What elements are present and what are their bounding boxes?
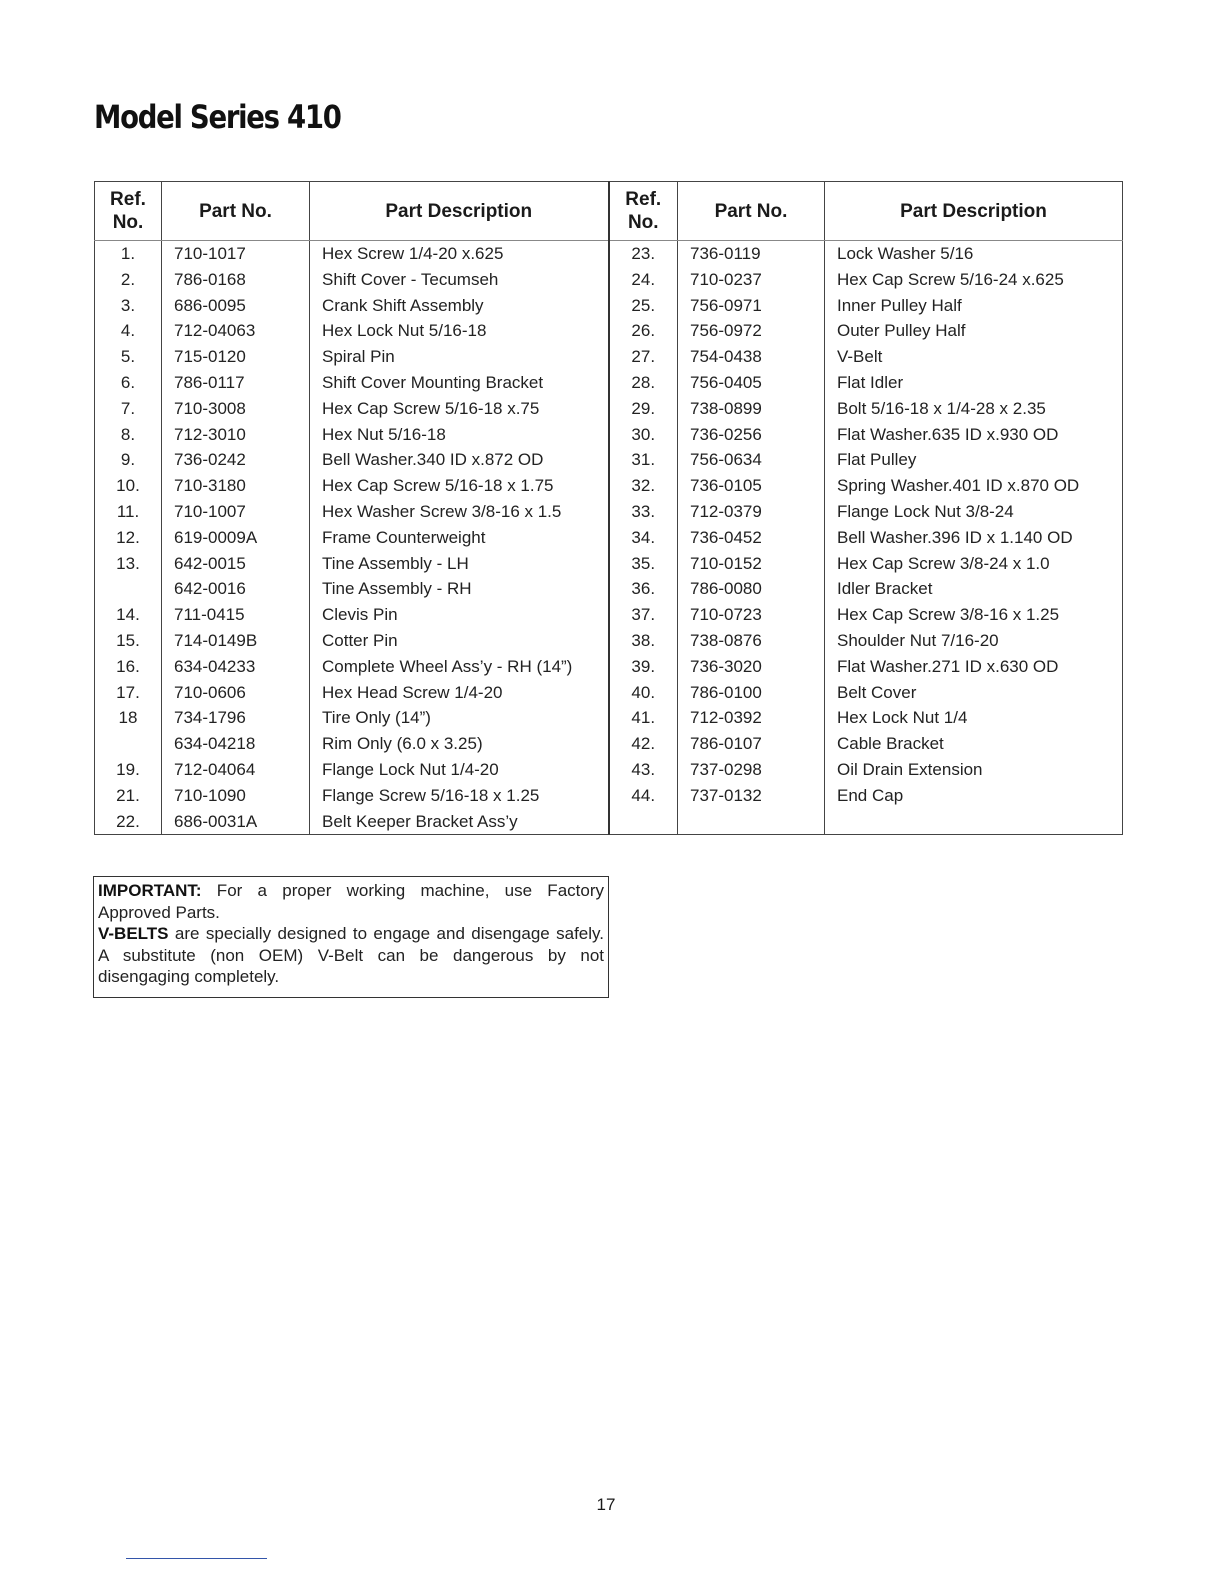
part-description-cell: V-Belt	[825, 344, 1123, 370]
part-no-cell: 736-0105	[678, 473, 825, 499]
part-description-header: Part Description	[310, 182, 609, 241]
important-note	[93, 876, 609, 998]
parts-table	[94, 181, 1123, 835]
table-row	[95, 757, 1123, 783]
table-row	[95, 241, 1123, 267]
table-row	[95, 473, 1123, 499]
part-no-cell	[678, 809, 825, 835]
part-no-cell: 642-0016	[162, 576, 310, 602]
part-description-cell: Hex Cap Screw 3/8-24 x 1.0	[825, 551, 1123, 577]
part-no-cell: 712-04064	[162, 757, 310, 783]
part-description-cell: Bolt 5/16-18 x 1/4-28 x 2.35	[825, 396, 1123, 422]
part-no-cell: 710-0152	[678, 551, 825, 577]
ref-cell	[95, 731, 162, 757]
part-no-cell: 756-0405	[678, 370, 825, 396]
page-number: 17	[596, 1495, 616, 1514]
part-no-cell: 786-0117	[162, 370, 310, 396]
part-no-cell: 686-0095	[162, 293, 310, 319]
part-description-cell: Flat Washer.271 ID x.630 OD	[825, 654, 1123, 680]
part-description-cell: Flange Screw 5/16-18 x 1.25	[310, 783, 609, 809]
part-description-cell: Inner Pulley Half	[825, 293, 1123, 319]
ref-cell: 24.	[609, 267, 678, 293]
table-row	[95, 551, 1123, 577]
part-description-cell: Hex Washer Screw 3/8-16 x 1.5	[310, 499, 609, 525]
parts-table-body	[95, 241, 1123, 835]
part-no-cell: 738-0899	[678, 396, 825, 422]
part-description-cell: Oil Drain Extension	[825, 757, 1123, 783]
part-description-cell: Crank Shift Assembly	[310, 293, 609, 319]
part-no-cell: 686-0031A	[162, 809, 310, 835]
part-description-cell: Flange Lock Nut 3/8-24	[825, 499, 1123, 525]
part-no-cell: 714-0149B	[162, 628, 310, 654]
part-description-cell: Frame Counterweight	[310, 525, 609, 551]
part-description-cell: Flange Lock Nut 1/4-20	[310, 757, 609, 783]
part-description-cell: Hex Head Screw 1/4-20	[310, 680, 609, 706]
part-no-cell: 754-0438	[678, 344, 825, 370]
table-row	[95, 447, 1123, 473]
part-no-cell: 619-0009A	[162, 525, 310, 551]
ref-cell	[95, 576, 162, 602]
part-description-cell: Bell Washer.396 ID x 1.140 OD	[825, 525, 1123, 551]
part-description-cell: Idler Bracket	[825, 576, 1123, 602]
table-row	[95, 499, 1123, 525]
part-no-cell: 642-0015	[162, 551, 310, 577]
part-description-cell: Hex Cap Screw 5/16-24 x.625	[825, 267, 1123, 293]
ref-cell: 37.	[609, 602, 678, 628]
part-description-cell: Bell Washer.340 ID x.872 OD	[310, 447, 609, 473]
part-description-cell: Shift Cover Mounting Bracket	[310, 370, 609, 396]
table-row	[95, 318, 1123, 344]
ref-cell: 30.	[609, 422, 678, 448]
part-no-cell: 736-0119	[678, 241, 825, 267]
part-description-cell: Hex Nut 5/16-18	[310, 422, 609, 448]
ref-cell: 27.	[609, 344, 678, 370]
vbelts-label: V-BELTS	[98, 924, 169, 944]
table-row	[95, 422, 1123, 448]
ref-cell: 17.	[116, 682, 140, 702]
part-description-cell: Flat Pulley	[825, 447, 1123, 473]
ref-cell: 41.	[609, 705, 678, 731]
part-description-cell: Hex Lock Nut 1/4	[825, 705, 1123, 731]
part-no-cell: 712-0379	[678, 499, 825, 525]
ref-cell: 33.	[609, 499, 678, 525]
part-no-cell: 737-0132	[678, 783, 825, 809]
ref-cell: 31.	[609, 447, 678, 473]
part-description-cell: Belt Keeper Bracket Ass’y	[310, 809, 609, 835]
ref-cell: 36.	[609, 576, 678, 602]
part-no-cell: 786-0168	[162, 267, 310, 293]
page-title: Model Series 410	[94, 98, 341, 136]
table-row	[95, 680, 1123, 706]
part-no-cell: 738-0876	[678, 628, 825, 654]
ref-cell: 40.	[609, 680, 678, 706]
ref-cell: 22.	[116, 811, 140, 831]
part-no-cell: 756-0971	[678, 293, 825, 319]
part-description-cell: Lock Washer 5/16	[825, 241, 1123, 267]
ref-cell: 4.	[120, 321, 136, 341]
ref-cell: 42.	[609, 731, 678, 757]
ref-cell: 9.	[120, 450, 136, 470]
ref-cell: 23.	[609, 241, 678, 267]
part-no-cell: 715-0120	[162, 344, 310, 370]
table-row	[95, 396, 1123, 422]
ref-cell: 29.	[609, 396, 678, 422]
part-description-cell: Spiral Pin	[310, 344, 609, 370]
ref-cell: 10.	[116, 476, 140, 496]
table-row	[95, 525, 1123, 551]
part-description-cell: Hex Lock Nut 5/16-18	[310, 318, 609, 344]
part-description-cell: Outer Pulley Half	[825, 318, 1123, 344]
part-description-cell: Clevis Pin	[310, 602, 609, 628]
table-row	[95, 344, 1123, 370]
table-row	[95, 293, 1123, 319]
part-no-cell: 634-04233	[162, 654, 310, 680]
part-no-cell: 710-1007	[162, 499, 310, 525]
part-description-cell: End Cap	[825, 783, 1123, 809]
part-no-cell: 712-0392	[678, 705, 825, 731]
part-description-header: Part Description	[825, 182, 1123, 241]
ref-cell: 15.	[116, 630, 140, 650]
ref-cell: 6.	[120, 372, 136, 392]
part-description-cell: Hex Cap Screw 3/8-16 x 1.25	[825, 602, 1123, 628]
important-text: For a proper working machine, use Factory Approved Parts.	[98, 881, 604, 922]
table-row	[95, 809, 1123, 835]
part-no-cell: 710-0606	[162, 680, 310, 706]
part-no-cell: 737-0298	[678, 757, 825, 783]
table-row	[95, 267, 1123, 293]
important-label: IMPORTANT:	[98, 881, 202, 900]
ref-cell: 26.	[609, 318, 678, 344]
vbelts-text: are specially designed to engage and disengage safely. A substitute (non OEM) V-Belt can be dangerous by not disengaging completely.	[98, 924, 604, 987]
part-description-cell: Belt Cover	[825, 680, 1123, 706]
part-description-cell	[825, 809, 1123, 835]
ref-cell: 28.	[609, 370, 678, 396]
part-no-header: Part No.	[678, 182, 825, 241]
ref-cell: 32.	[609, 473, 678, 499]
part-no-cell: 734-1796	[162, 705, 310, 731]
part-no-cell: 736-0256	[678, 422, 825, 448]
part-no-cell: 710-3180	[162, 473, 310, 499]
part-description-cell: Hex Screw 1/4-20 x.625	[310, 241, 609, 267]
ref-cell: 8.	[120, 424, 136, 444]
ref-no-header: Ref. No.	[609, 182, 678, 241]
part-no-cell: 712-04063	[162, 318, 310, 344]
ref-cell: 18	[118, 708, 138, 728]
ref-cell: 3.	[120, 295, 136, 315]
ref-cell: 1.	[120, 244, 136, 263]
part-no-cell: 736-0452	[678, 525, 825, 551]
part-no-cell: 710-0723	[678, 602, 825, 628]
ref-cell: 19.	[116, 759, 140, 779]
table-row	[95, 783, 1123, 809]
part-description-cell: Tine Assembly - RH	[310, 576, 609, 602]
ref-cell: 21.	[116, 785, 140, 805]
part-description-cell: Rim Only (6.0 x 3.25)	[310, 731, 609, 757]
part-description-cell: Flat Washer.635 ID x.930 OD	[825, 422, 1123, 448]
footer-divider	[126, 1558, 267, 1559]
ref-no-header: Ref. No.	[95, 182, 162, 241]
part-description-cell: Complete Wheel Ass’y - RH (14”)	[310, 654, 609, 680]
table-row	[95, 628, 1123, 654]
ref-cell: 16.	[116, 656, 140, 676]
part-description-cell: Tire Only (14”)	[310, 705, 609, 731]
part-no-cell: 736-0242	[162, 447, 310, 473]
part-no-cell: 786-0107	[678, 731, 825, 757]
part-no-cell: 756-0634	[678, 447, 825, 473]
part-description-cell: Cotter Pin	[310, 628, 609, 654]
part-no-cell: 710-1090	[162, 783, 310, 809]
table-row	[95, 602, 1123, 628]
ref-cell: 5.	[120, 347, 136, 367]
ref-cell: 38.	[609, 628, 678, 654]
part-no-cell: 634-04218	[162, 731, 310, 757]
ref-cell: 44.	[609, 783, 678, 809]
parts-table-header	[95, 182, 1123, 241]
table-row	[95, 370, 1123, 396]
ref-cell: 34.	[609, 525, 678, 551]
ref-cell	[609, 809, 678, 835]
table-row	[95, 576, 1123, 602]
part-no-cell: 711-0415	[162, 602, 310, 628]
part-description-cell: Spring Washer.401 ID x.870 OD	[825, 473, 1123, 499]
ref-cell: 14.	[116, 605, 140, 625]
part-description-cell: Flat Idler	[825, 370, 1123, 396]
part-description-cell: Tine Assembly - LH	[310, 551, 609, 577]
ref-cell: 2.	[120, 269, 136, 289]
part-no-cell: 710-3008	[162, 396, 310, 422]
part-description-cell: Hex Cap Screw 5/16-18 x.75	[310, 396, 609, 422]
table-row	[95, 705, 1123, 731]
part-no-cell: 756-0972	[678, 318, 825, 344]
part-no-cell: 786-0100	[678, 680, 825, 706]
ref-cell: 43.	[609, 757, 678, 783]
part-no-header: Part No.	[162, 182, 310, 241]
part-no-cell: 736-3020	[678, 654, 825, 680]
part-no-cell: 710-1017	[162, 241, 310, 267]
ref-cell: 35.	[609, 551, 678, 577]
part-no-cell: 712-3010	[162, 422, 310, 448]
ref-cell: 7.	[120, 398, 136, 418]
table-row	[95, 731, 1123, 757]
part-description-cell: Shift Cover - Tecumseh	[310, 267, 609, 293]
part-no-cell: 786-0080	[678, 576, 825, 602]
table-row	[95, 654, 1123, 680]
part-description-cell: Cable Bracket	[825, 731, 1123, 757]
ref-cell: 39.	[609, 654, 678, 680]
ref-cell: 11.	[116, 501, 140, 521]
ref-cell: 12.	[116, 527, 140, 547]
part-description-cell: Hex Cap Screw 5/16-18 x 1.75	[310, 473, 609, 499]
part-no-cell: 710-0237	[678, 267, 825, 293]
ref-cell: 13.	[116, 553, 140, 573]
part-description-cell: Shoulder Nut 7/16-20	[825, 628, 1123, 654]
ref-cell: 25.	[609, 293, 678, 319]
